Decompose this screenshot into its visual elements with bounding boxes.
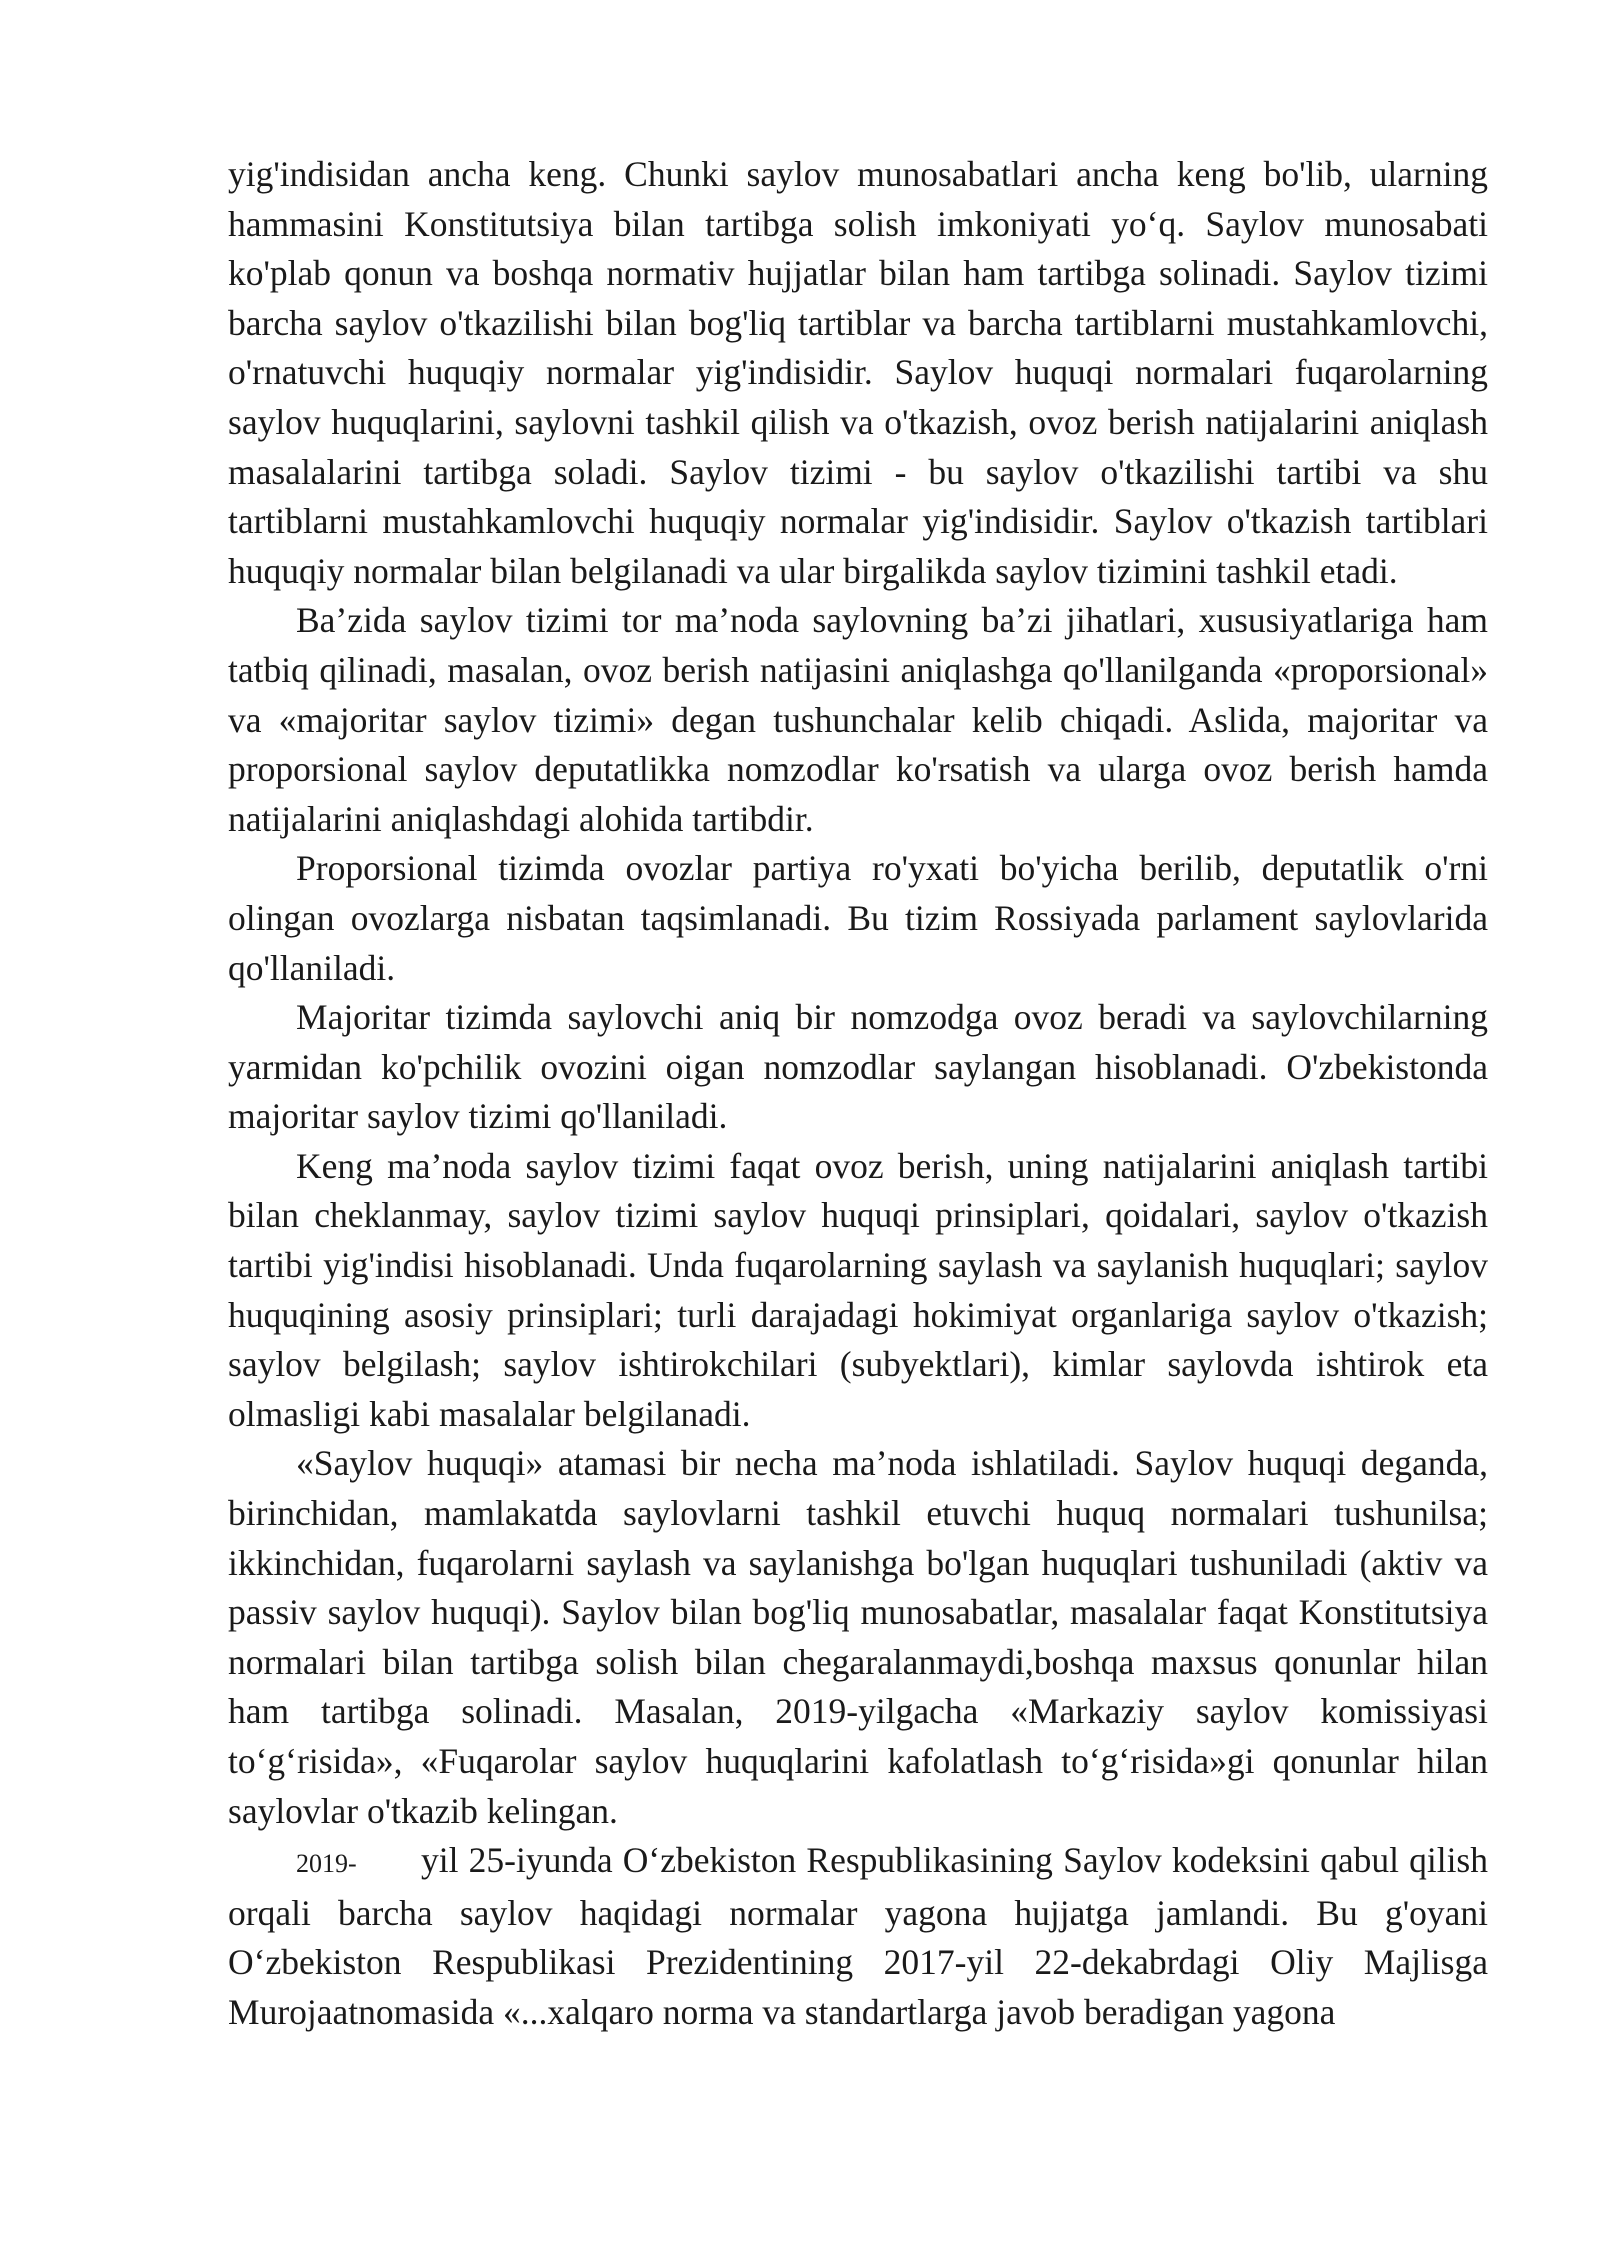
paragraph-keng-manoda: Keng ma’noda saylov tizimi faqat ovoz berish, uning natijalarini aniqlash tartibi bilan cheklanmay, saylov tizimi saylov huquqi prinsiplari, qoidalari, saylov o'tkazish tartibi yig'indisi hisoblanadi. Unda fuqarolarning saylash va saylanish huquqlari; saylov huquqining asosiy prinsiplari; turli darajadagi hokimiyat organlariga saylov o'tkazish; saylov belgilash; saylov ishtirokchilari (subyektlari), kimlar saylovda ishtirok eta olmasligi kabi masalalar belgilanadi. bbox=[228, 1145, 1488, 1434]
paragraph-majoritar-tizim: Majoritar tizimda saylovchi aniq bir nomzodga ovoz beradi va saylovchilarning yarmidan ko'pchilik ovozini oigan nomzodlar saylangan hisoblanadi. O'zbekistonda majoritar saylov tizimi qo'llaniladi. bbox=[228, 997, 1488, 1137]
paragraph-saylov-kodeksi-text: yil 25-iyunda O‘zbekiston Respublikasining Saylov kodeksini qabul qilish orqali barcha saylov haqidagi normalar yagona hujjatga jamlandi. Bu g'oyani O‘zbekiston Respublikasi Prezidentining 2017-yil 22-dekabrdagi Oliy Majlisga Murojaatnomasida «...xalqaro norma va standartlarga javob beradigan yagona bbox=[228, 1840, 1488, 2032]
paragraph-saylov-huquqi-atamasi: «Saylov huquqi» atamasi bir necha ma’noda ishlatiladi. Saylov huquqi deganda, birinchidan, mamlakatda saylovlarni tashkil etuvchi huquq normalari tushunilsa; ikkinchidan, fuqarolarni saylash va saylanishga bo'lgan huquqlari tushuniladi (aktiv va passiv saylov huquqi). Saylov bilan bog'liq munosabatlar, masalalar faqat Konstitutsiya normalari bilan tartibga solish bilan chegaralanmaydi,boshqa maxsus qonunlar hilan ham tartibga solinadi. Masalan, 2019-yilgacha «Markaziy saylov komissiyasi to‘g‘risida», «Fuqarolar saylov huquqlarini kafolatlash to‘g‘risida»gi qonunlar hilan saylovlar o'tkazib kelingan. bbox=[228, 1443, 1488, 1831]
paragraph-saylov-munosabatlari: yig'indisidan ancha keng. Chunki saylov munosabatlari ancha keng bo'lib, ularning hammasini Konstitutsiya bilan tartibga solish imkoniyati yo‘q. Saylov munosabati ko'plab qonun va boshqa normativ hujjatlar bilan ham tartibga solinadi. Saylov tizimi barcha saylov o'tkazilishi bilan bog'liq tartiblar va barcha tartiblarni mustahkamlovchi, o'rnatuvchi huquqiy normalar yig'indisidir. Saylov huquqi normalari fuqarolarning saylov huquqlarini, saylovni tashkil qilish va o'tkazish, ovoz berish natijalarini aniqlash masalalarini tartibga soladi. Saylov tizimi - bu saylov o'tkazilishi tartibi va shu tartiblarni mustahkamlovchi huquqiy normalar yig'indisidir. Saylov o'tkazish tartiblari huquqiy normalar bilan belgilanadi va ular birgalikda saylov tizimini tashkil etadi. bbox=[228, 154, 1488, 591]
paragraph-proporsional-tizim: Proporsional tizimda ovozlar partiya ro'yxati bo'yicha berilib, deputatlik o'rni olingan ovozlarga nisbatan taqsimlanadi. Bu tizim Rossiyada parlament saylovlarida qo'llaniladi. bbox=[228, 848, 1488, 988]
paragraph-saylov-kodeksi bbox=[228, 1836, 1488, 2037]
year-label: 2019- bbox=[296, 1849, 357, 1879]
paragraph-tor-manoda: Ba’zida saylov tizimi tor ma’noda saylovning ba’zi jihatlari, xususiyatlariga ham tatbiq qilinadi, masalan, ovoz berish natijasini aniqlashga qo'llanilganda «proporsional» va «majoritar saylov tizimi» degan tushunchalar kelib chiqadi. Aslida, majoritar va proporsional saylov deputatlikka nomzodlar ko'rsatish va ularga ovoz berish hamda natijalarini aniqlashdagi alohida tartibdir. bbox=[228, 600, 1488, 839]
document-page bbox=[228, 150, 1488, 2038]
